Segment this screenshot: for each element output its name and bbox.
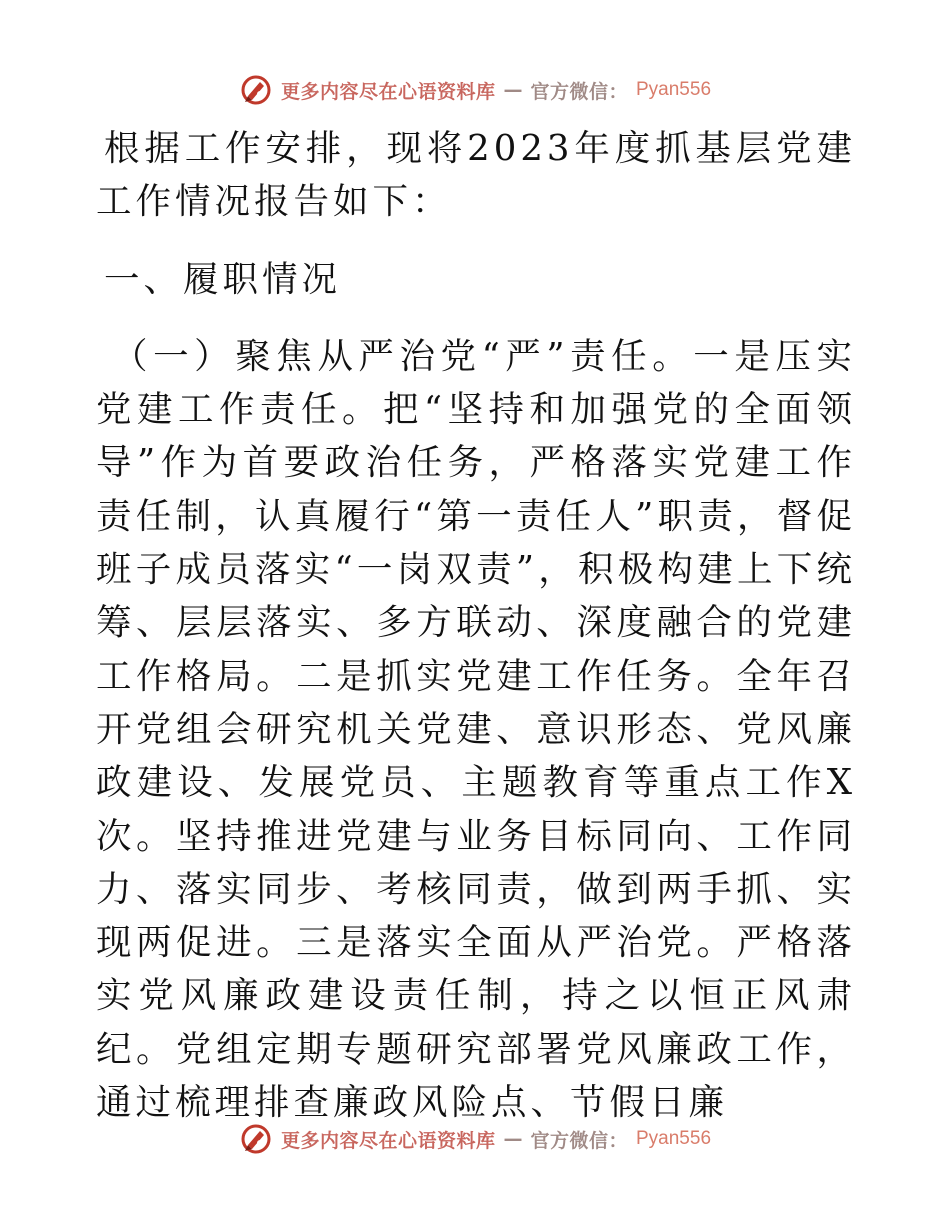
banner-main-text: 更多内容尽在心语资料库 (280, 1129, 496, 1152)
banner-wechat-id: Pyan556 (636, 79, 712, 100)
banner-separator: — (503, 79, 523, 101)
header-banner (0, 70, 950, 110)
footer-banner (0, 1119, 950, 1159)
intro-paragraph: 根据工作安排，现将2023年度抓基层党建工作情况报告如下： (96, 128, 856, 223)
banner-separator: — (503, 1128, 523, 1150)
banner-sub-text: 官方微信： (530, 80, 628, 103)
document-body (96, 122, 856, 1129)
banner-sub-text: 官方微信： (530, 1129, 628, 1152)
body-paragraph: （一）聚焦从严治党“严”责任。一是压实党建工作责任。把“坚持和加强党的全面领导”作为首要政治任务，严格落实党建工作责任制，认真履行“第一责任人”职责，督促班子成员落实“一岗双责”，积极构建上下统筹、层层落实、多方联动、深度融合的党建工作格局。二是抓实党建工作任务。全年召开党组会研究机关党建、意识形态、党风廉政建设、发展党员、主题教育等重点工作X次。坚持推进党建与业务目标同向、工作同力、落实同步、考核同责，做到两手抓、实现两促进。三是落实全面从严治党。严格落实党风廉政建设责任制，持之以恒正风肃纪。党组定期专题研究部署党风廉政工作，通过梳理排查廉政风险点、节假日廉 (96, 335, 856, 1124)
section-heading: 一、履职情况 (104, 258, 342, 300)
brand-logo-icon (239, 1122, 273, 1156)
banner-wechat-id: Pyan556 (636, 1128, 712, 1149)
brand-logo-icon (239, 73, 273, 107)
banner-main-text: 更多内容尽在心语资料库 (280, 80, 496, 103)
